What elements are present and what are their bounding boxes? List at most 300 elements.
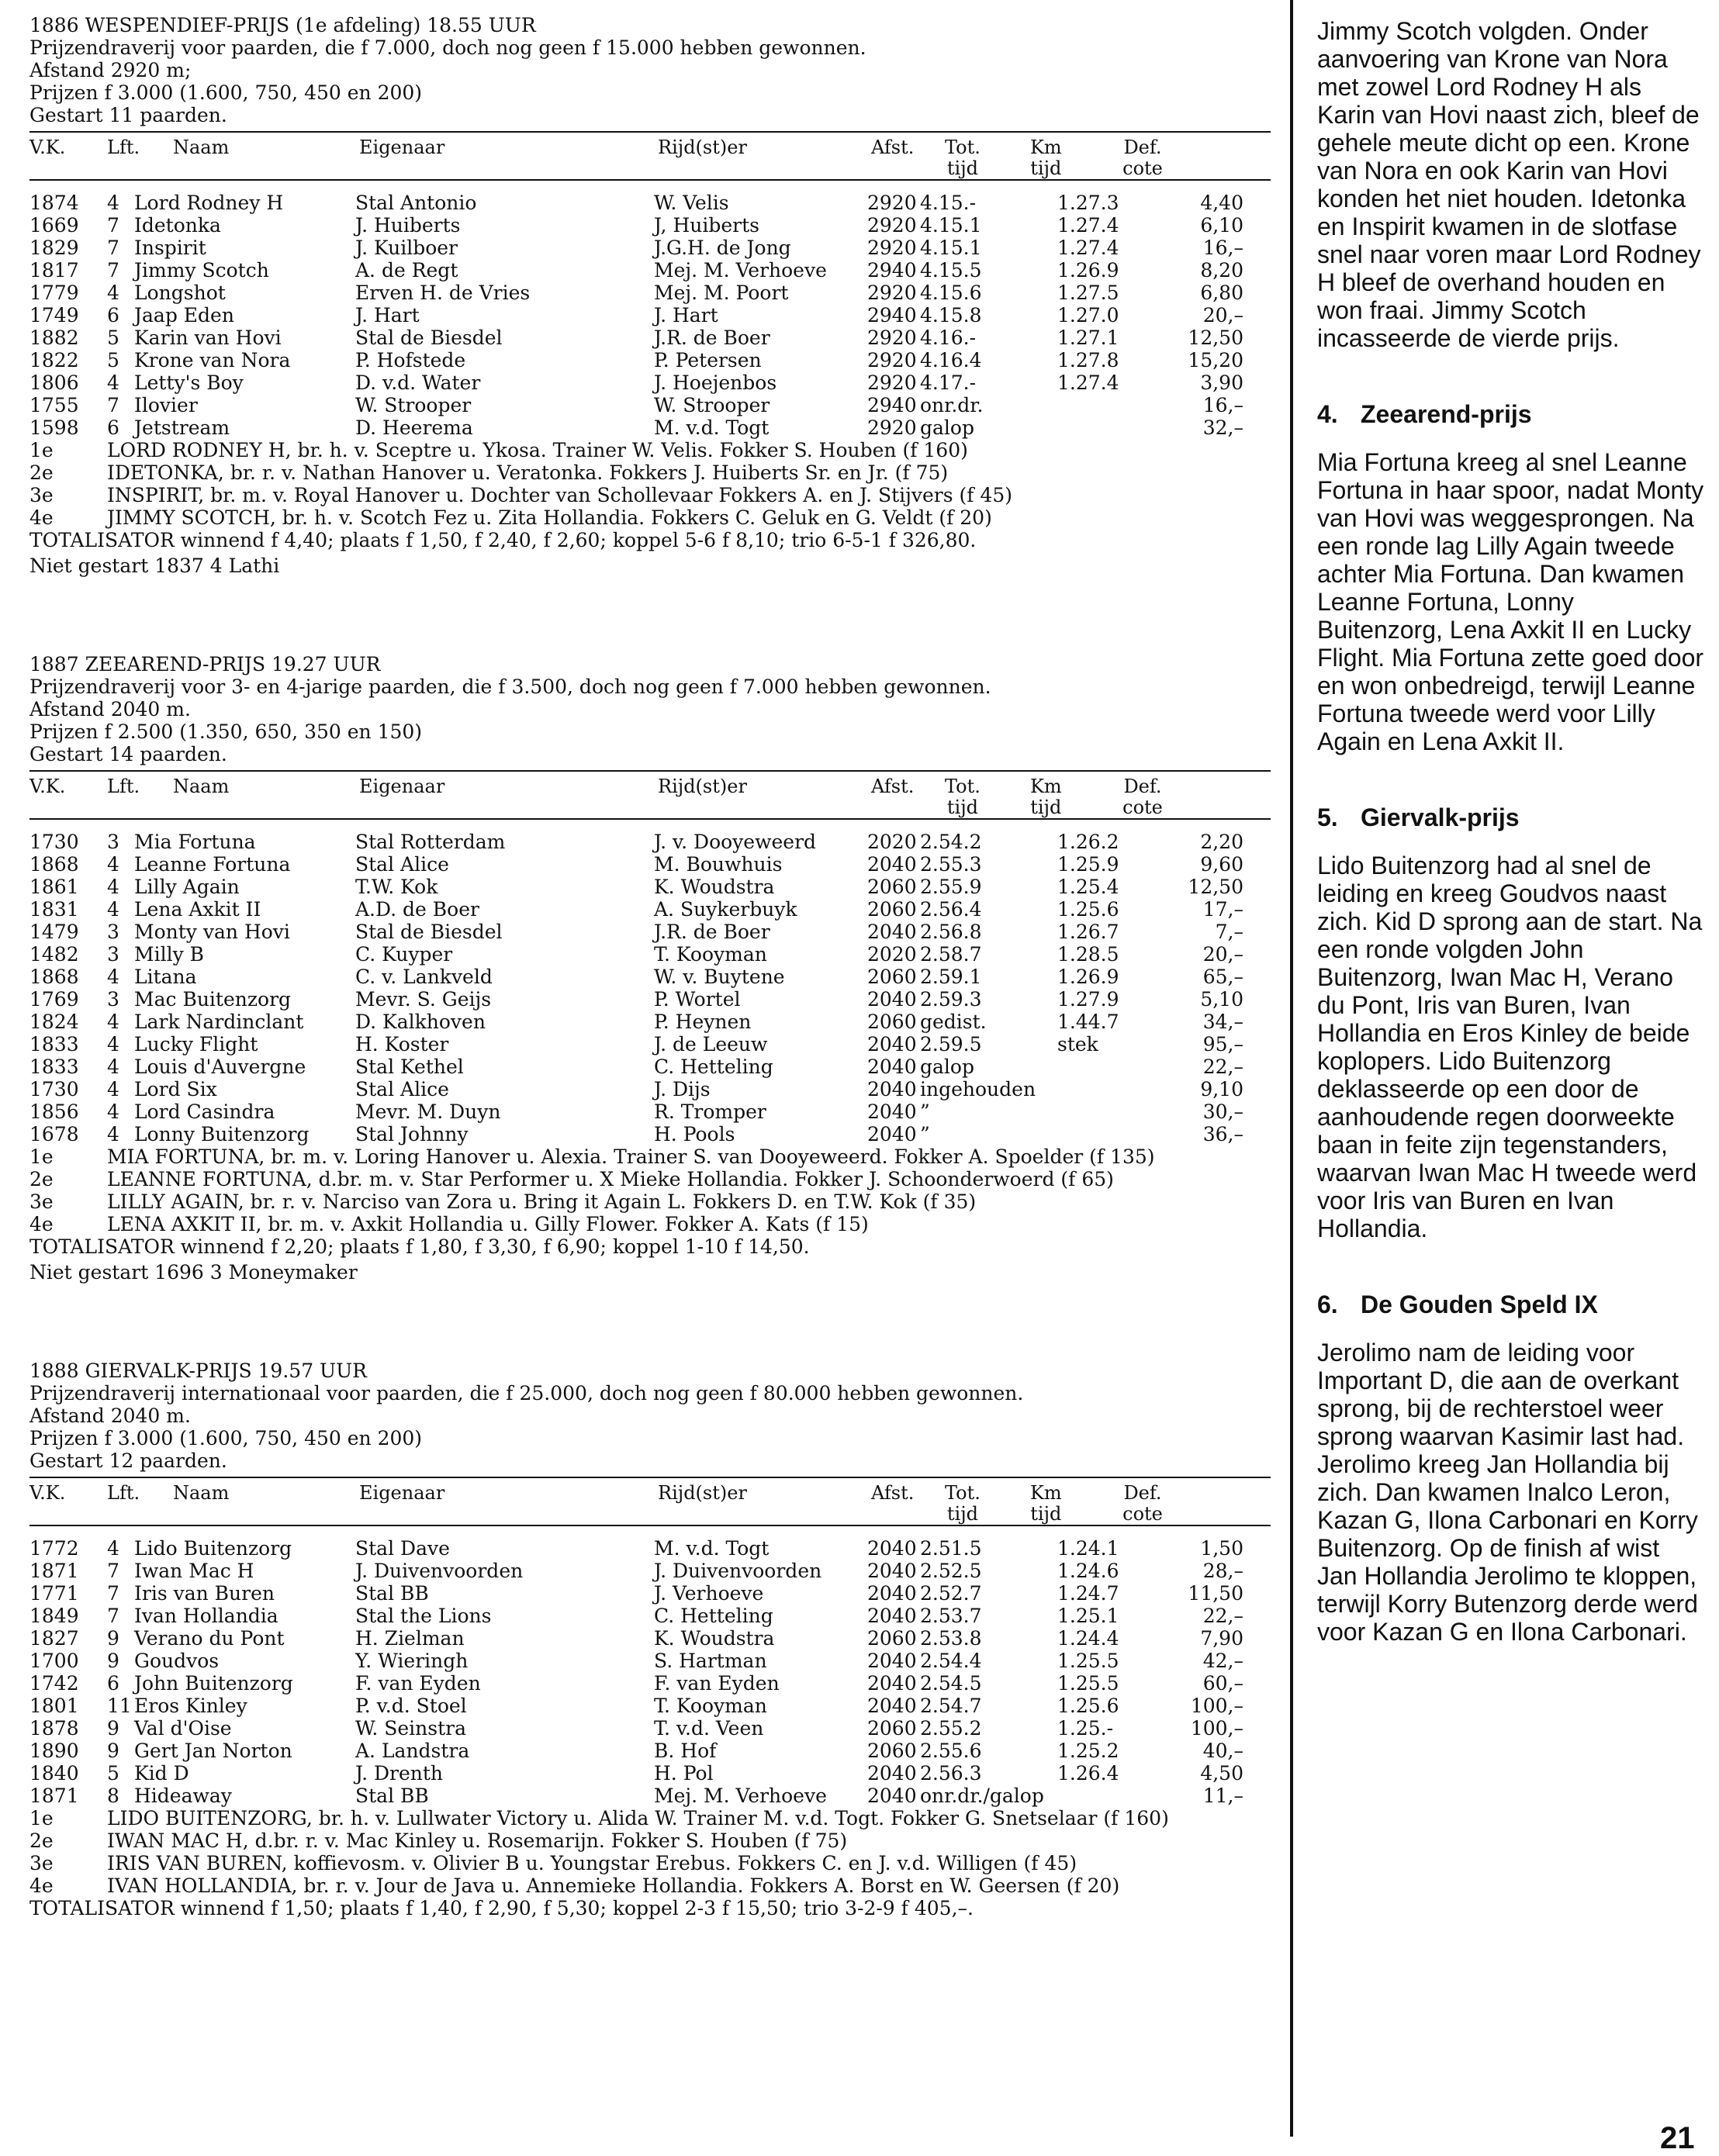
col-eigenaar: Eigenaar [359,1482,445,1504]
cell-naam: Eros Kinley [134,1695,247,1717]
placing-rank: 2e [29,1168,54,1190]
cell-tot-tijd: 2.52.7 [920,1582,982,1605]
cell-afstand: 2040 [867,1695,917,1717]
placings [29,1145,1271,1235]
cell-lft: 7 [107,214,119,237]
niet-gestart: Niet gestart 1696 3 Moneymaker [29,1261,358,1284]
table-row [29,1123,1271,1145]
cell-rijder: J, Huiberts [654,214,759,237]
cell-lft: 11 [107,1695,132,1717]
table-row [29,1582,1271,1605]
placing-rank: 1e [29,1145,54,1168]
placing-description: IRIS VAN BUREN, koffievosm. v. Olivier B u. Youngstar Erebus. Fokkers C. en J. v.d. Willigen (f 45) [107,1852,1077,1874]
cell-lft: 5 [107,349,119,371]
cell-tot-tijd: galop [920,416,974,439]
cell-vk: 1806 [29,371,79,394]
cell-km-tijd: 1.26.7 [1057,921,1119,943]
cell-tot-tijd: 2.52.5 [920,1560,982,1582]
cell-tot-tijd: 4.15.1 [920,214,982,237]
placing-rank: 4e [29,506,54,529]
cell-vk: 1833 [29,1033,79,1056]
cell-lft: 3 [107,831,119,853]
cell-eigenaar: F. van Eyden [355,1672,481,1695]
cell-naam: Milly B [134,943,205,966]
cell-afstand: 2040 [867,1078,917,1100]
cell-tot-tijd: 4.15.- [920,192,977,214]
cell-vk: 1769 [29,988,79,1011]
cell-naam: Ilovier [134,394,198,416]
cell-eigenaar: J. Kuilboer [355,237,458,259]
cell-lft: 4 [107,1537,119,1560]
cell-vk: 1824 [29,1011,79,1033]
cell-def-cote: 22,– [1202,1605,1243,1627]
cell-tot-tijd: 2.53.7 [920,1605,982,1627]
cell-rijder: A. Suykerbuyk [654,898,797,921]
cell-lft: 7 [107,259,119,282]
cell-tot-tijd: 2.59.1 [920,966,982,988]
cell-rijder: J. v. Dooyeweerd [654,831,817,853]
cell-tot-tijd: 2.54.7 [920,1695,982,1717]
cell-km-tijd: 1.26.4 [1057,1762,1119,1785]
cell-def-cote: 2,20 [1200,831,1243,853]
col-eigenaar: Eigenaar [359,136,445,158]
table-row [29,1011,1271,1033]
table-row [29,1650,1271,1672]
col-def-cote: Def. cote [1122,776,1163,818]
cell-def-cote: 30,– [1202,1100,1243,1123]
cell-afstand: 2920 [867,327,917,349]
cell-def-cote: 9,10 [1200,1078,1243,1100]
race-starters: Gestart 12 paarden. [29,1449,227,1472]
cell-tot-tijd: 2.58.7 [920,943,982,966]
cell-tot-tijd: 2.56.4 [920,898,982,921]
race-report [1317,400,1705,755]
cell-rijder: S. Hartman [654,1650,767,1672]
totalisator: TOTALISATOR winnend f 4,40; plaats f 1,50, f 2,40, f 2,60; koppel 5-6 f 8,10; trio 6-5-1 f 326,80. [29,529,977,551]
cell-km-tijd: 1.27.4 [1057,214,1119,237]
cell-km-tijd: 1.27.3 [1057,192,1119,214]
cell-naam: Kid D [134,1762,189,1785]
placing-description: LORD RODNEY H, br. h. v. Sceptre u. Ykosa. Trainer W. Velis. Fokker S. Houben (f 160) [107,439,968,461]
results-table-body [29,831,1271,1145]
cell-rijder: P. Wortel [654,988,741,1011]
cell-naam: Iwan Mac H [134,1560,254,1582]
cell-naam: Jimmy Scotch [134,259,269,282]
table-row [29,898,1271,921]
cell-vk: 1817 [29,259,79,282]
cell-rijder: Mej. M. Poort [654,282,789,304]
placing-entry [29,1168,1271,1190]
cell-vk: 1871 [29,1560,79,1582]
cell-lft: 9 [107,1740,119,1762]
cell-vk: 1742 [29,1672,79,1695]
col-rijder: Rijd(st)er [658,136,747,158]
placing-entry [29,1213,1271,1235]
race-starters: Gestart 11 paarden. [29,104,227,126]
cell-naam: Jaap Eden [134,304,234,327]
race-starters: Gestart 14 paarden. [29,743,227,765]
cell-afstand: 2040 [867,1033,917,1056]
cell-afstand: 2040 [867,1762,917,1785]
cell-vk: 1868 [29,853,79,876]
cell-naam: Verano du Pont [134,1627,285,1650]
cell-def-cote: 65,– [1202,966,1243,988]
cell-lft: 4 [107,898,119,921]
table-row [29,327,1271,349]
cell-lft: 4 [107,966,119,988]
col-afstand: Afst. [871,776,915,797]
col-km-tijd: Km tijd [1030,1482,1062,1525]
cell-afstand: 2040 [867,921,917,943]
cell-eigenaar: Stal Alice [355,853,449,876]
report-title: Giervalk-prijs [1361,803,1520,831]
table-row [29,1740,1271,1762]
table-row [29,831,1271,853]
race-title: 1886 WESPENDIEF-PRIJS (1e afdeling) 18.55 UUR [29,14,536,36]
cell-def-cote: 4,50 [1200,1762,1243,1785]
cell-km-tijd: 1.28.5 [1057,943,1119,966]
cell-def-cote: 22,– [1202,1056,1243,1078]
cell-rijder: T. Kooyman [654,1695,767,1717]
cell-naam: Gert Jan Norton [134,1740,292,1762]
race-report [1317,803,1705,1242]
cell-naam: Lena Axkit II [134,898,261,921]
cell-def-cote: 16,– [1202,394,1243,416]
placing-rank: 3e [29,484,54,506]
col-def-cote: Def. cote [1122,1482,1163,1525]
cell-vk: 1878 [29,1717,79,1740]
cell-rijder: T. Kooyman [654,943,767,966]
cell-eigenaar: Stal de Biesdel [355,921,503,943]
cell-tot-tijd: 2.55.6 [920,1740,982,1762]
table-row [29,1762,1271,1785]
cell-lft: 4 [107,1123,119,1145]
cell-eigenaar: C. v. Lankveld [355,966,493,988]
cell-vk: 1829 [29,237,79,259]
cell-def-cote: 7,90 [1200,1627,1243,1650]
cell-eigenaar: J. Hart [355,304,420,327]
cell-vk: 1779 [29,282,79,304]
placing-description: IWAN MAC H, d.br. r. v. Mac Kinley u. Rosemarijn. Fokker S. Houben (f 75) [107,1829,848,1852]
cell-lft: 7 [107,1605,119,1627]
cell-eigenaar: Stal Alice [355,1078,449,1100]
cell-naam: Lilly Again [134,876,240,898]
race-block [29,14,1271,577]
cell-vk: 1730 [29,1078,79,1100]
cell-def-cote: 11,50 [1188,1582,1243,1605]
cell-def-cote: 3,90 [1200,371,1243,394]
cell-afstand: 2040 [867,988,917,1011]
cell-eigenaar: Stal Rotterdam [355,831,506,853]
cell-naam: Longshot [134,282,226,304]
cell-km-tijd: 1.25.5 [1057,1672,1119,1695]
cell-tot-tijd: 4.16.4 [920,349,982,371]
placing-rank: 1e [29,1807,54,1829]
cell-km-tijd: 1.25.6 [1057,1695,1119,1717]
cell-rijder: H. Pol [654,1762,714,1785]
cell-rijder: W. Velis [654,192,729,214]
cell-lft: 7 [107,237,119,259]
cell-vk: 1868 [29,966,79,988]
cell-eigenaar: H. Koster [355,1033,449,1056]
table-row [29,371,1271,394]
cell-tot-tijd: 2.51.5 [920,1537,982,1560]
cell-afstand: 2920 [867,214,917,237]
cell-km-tijd: 1.24.7 [1057,1582,1119,1605]
cell-afstand: 2940 [867,259,917,282]
cell-lft: 6 [107,416,119,439]
cell-naam: Val d'Oise [134,1717,232,1740]
cell-eigenaar: W. Strooper [355,394,472,416]
cell-afstand: 2040 [867,1056,917,1078]
placing-entry [29,506,1271,529]
cell-afstand: 2920 [867,371,917,394]
cell-tot-tijd: 2.55.2 [920,1717,982,1740]
cell-naam: Litana [134,966,197,988]
cell-rijder: J. Hoejenbos [654,371,777,394]
results-table-body [29,192,1271,439]
cell-vk: 1890 [29,1740,79,1762]
table-row [29,259,1271,282]
cell-tot-tijd: 4.15.6 [920,282,982,304]
cell-def-cote: 6,80 [1200,282,1243,304]
cell-tot-tijd: 4.15.1 [920,237,982,259]
col-vk: V.K. [29,1482,66,1504]
col-lft: Lft. [107,776,140,797]
cell-lft: 6 [107,1672,119,1695]
col-km-tijd: Km tijd [1030,136,1062,179]
race-report [1317,1290,1705,1646]
cell-def-cote: 1,50 [1200,1537,1243,1560]
col-afstand: Afst. [871,1482,915,1504]
table-row [29,1537,1271,1560]
cell-tot-tijd: 2.56.3 [920,1762,982,1785]
cell-tot-tijd: ” [920,1100,930,1123]
cell-eigenaar: D. Heerema [355,416,473,439]
cell-afstand: 2040 [867,1560,917,1582]
cell-naam: Monty van Hovi [134,921,290,943]
race-title: 1887 ZEEAREND-PRIJS 19.27 UUR [29,653,381,675]
cell-vk: 1669 [29,214,79,237]
cell-km-tijd: stek [1057,1033,1098,1056]
cell-afstand: 2040 [867,1650,917,1672]
placing-entry [29,1874,1271,1897]
cell-vk: 1755 [29,394,79,416]
cell-vk: 1772 [29,1537,79,1560]
table-row [29,1078,1271,1100]
totalisator: TOTALISATOR winnend f 2,20; plaats f 1,80, f 3,30, f 6,90; koppel 1-10 f 14,50. [29,1235,810,1258]
cell-naam: Mac Buitenzorg [134,988,292,1011]
report-text: Lido Buitenzorg had al snel de leiding en kreeg Goudvos naast zich. Kid D sprong aan de start. Na een ronde volgden John Buitenzorg, Iwan Mac H, Verano du Pont, Iris van Buren, Ivan Hollandia en Eros Kinley de beide koplopers. Lido Buitenzorg deklasseerde op een door de aanhoudende regen doorweekte baan in feite zijn tegenstanders, waarvan Iwan Mac H tweede werd voor Iris van Buren en Ivan Hollandia. [1317,852,1703,1242]
cell-rijder: Mej. M. Verhoeve [654,1785,827,1807]
race-block [29,1360,1271,1919]
placing-entry [29,1829,1271,1852]
col-naam: Naam [173,776,230,797]
cell-def-cote: 60,– [1202,1672,1243,1695]
placing-description: INSPIRIT, br. m. v. Royal Hanover u. Dochter van Schollevaar Fokkers A. en J. Stijvers (f 45) [107,484,1013,506]
race-title: 1888 GIERVALK-PRIJS 19.57 UUR [29,1360,368,1382]
cell-lft: 4 [107,1033,119,1056]
table-row [29,192,1271,214]
table-row [29,1695,1271,1717]
cell-lft: 4 [107,371,119,394]
placing-description: LENA AXKIT II, br. m. v. Axkit Hollandia u. Gilly Flower. Fokker A. Kats (f 15) [107,1213,869,1235]
cell-tot-tijd: galop [920,1056,974,1078]
results-table-header [29,1477,1271,1526]
cell-naam: Letty's Boy [134,371,244,394]
cell-eigenaar: H. Zielman [355,1627,465,1650]
cell-eigenaar: Stal BB [355,1582,429,1605]
cell-eigenaar: Mevr. M. Duyn [355,1100,501,1123]
race-conditions: Prijzendraverij voor 3- en 4-jarige paarden, die f 3.500, doch nog geen f 7.000 hebben gewonnen. [29,675,991,698]
table-row [29,1056,1271,1078]
cell-rijder: P. Petersen [654,349,762,371]
cell-vk: 1749 [29,304,79,327]
cell-rijder: J. Dijs [654,1078,711,1100]
cell-tot-tijd: onr.dr./galop [920,1785,1044,1807]
cell-tot-tijd: gedist. [920,1011,987,1033]
cell-tot-tijd: ” [920,1123,930,1145]
cell-tot-tijd: ingehouden [920,1078,1036,1100]
cell-rijder: J. Verhoeve [654,1582,764,1605]
cell-km-tijd: 1.25.9 [1057,853,1119,876]
cell-eigenaar: P. v.d. Stoel [355,1695,467,1717]
cell-km-tijd: 1.24.1 [1057,1537,1119,1560]
cell-afstand: 2920 [867,282,917,304]
placings [29,439,1271,529]
cell-tot-tijd: 2.55.3 [920,853,982,876]
race-results-column [29,14,1271,1995]
cell-km-tijd: 1.25.5 [1057,1650,1119,1672]
cell-afstand: 2920 [867,192,917,214]
cell-eigenaar: D. v.d. Water [355,371,481,394]
cell-rijder: T. v.d. Veen [654,1717,764,1740]
cell-afstand: 2920 [867,416,917,439]
cell-km-tijd: 1.25.2 [1057,1740,1119,1762]
cell-km-tijd: 1.26.2 [1057,831,1119,853]
report-title: Zeearend-prijs [1361,400,1532,428]
cell-def-cote: 5,10 [1200,988,1243,1011]
cell-naam: Ivan Hollandia [134,1605,278,1627]
table-row [29,853,1271,876]
cell-afstand: 2060 [867,1627,917,1650]
race-distance: Afstand 2040 m. [29,1405,191,1427]
cell-vk: 1801 [29,1695,79,1717]
placing-description: MIA FORTUNA, br. m. v. Loring Hanover u. Alexia. Trainer S. van Dooyeweerd. Fokker A. Spoelder (f 135) [107,1145,1155,1168]
placing-description: LEANNE FORTUNA, d.br. m. v. Star Performer u. X Mieke Hollandia. Fokker J. Schoonderwoerd (f 65) [107,1168,1114,1190]
report-heading [1317,400,1705,428]
cell-rijder: J. Hart [654,304,718,327]
cell-naam: John Buitenzorg [134,1672,293,1695]
cell-eigenaar: P. Hofstede [355,349,466,371]
cell-naam: Karin van Hovi [134,327,282,349]
cell-def-cote: 6,10 [1200,214,1243,237]
cell-naam: Inspirit [134,237,206,259]
cell-naam: Mia Fortuna [134,831,256,853]
cell-lft: 4 [107,1011,119,1033]
cell-km-tijd: 1.27.5 [1057,282,1119,304]
table-row [29,1560,1271,1582]
cell-vk: 1678 [29,1123,79,1145]
race-reports-column [1317,17,1705,1694]
placings [29,1807,1271,1897]
table-row [29,282,1271,304]
cell-eigenaar: Erven H. de Vries [355,282,531,304]
placing-entry [29,484,1271,506]
cell-km-tijd: 1.27.8 [1057,349,1119,371]
report-heading [1317,803,1705,831]
col-rijder: Rijd(st)er [658,1482,747,1504]
cell-km-tijd: 1.25.- [1057,1717,1114,1740]
cell-def-cote: 7,– [1215,921,1243,943]
cell-rijder: W. Strooper [654,394,770,416]
cell-rijder: J.G.H. de Jong [654,237,791,259]
results-table-body [29,1537,1271,1807]
cell-lft: 4 [107,1056,119,1078]
cell-vk: 1482 [29,943,79,966]
cell-lft: 4 [107,876,119,898]
cell-def-cote: 12,50 [1188,327,1243,349]
cell-km-tijd: 1.44.7 [1057,1011,1119,1033]
table-row [29,304,1271,327]
cell-naam: Louis d'Auvergne [134,1056,306,1078]
table-row [29,214,1271,237]
cell-afstand: 2040 [867,1582,917,1605]
cell-def-cote: 100,– [1190,1695,1243,1717]
cell-lft: 7 [107,1582,119,1605]
cell-lft: 4 [107,1100,119,1123]
cell-afstand: 2920 [867,237,917,259]
cell-def-cote: 12,50 [1188,876,1243,898]
placing-rank: 3e [29,1190,54,1213]
cell-rijder: B. Hof [654,1740,717,1762]
race-prizes: Prijzen f 2.500 (1.350, 650, 350 en 150) [29,720,423,743]
col-naam: Naam [173,1482,230,1504]
placing-description: LILLY AGAIN, br. r. v. Narciso van Zora u. Bring it Again L. Fokkers D. en T.W. Kok (f 35) [107,1190,977,1213]
table-row [29,943,1271,966]
placing-description: LIDO BUITENZORG, br. h. v. Lullwater Victory u. Alida W. Trainer M. v.d. Togt. Fokker G. Snetselaar (f 160) [107,1807,1169,1829]
col-rijder: Rijd(st)er [658,776,747,797]
cell-rijder: J. de Leeuw [654,1033,768,1056]
cell-eigenaar: J. Drenth [355,1762,444,1785]
cell-vk: 1840 [29,1762,79,1785]
cell-afstand: 2060 [867,876,917,898]
cell-naam: Iris van Buren [134,1582,275,1605]
cell-lft: 3 [107,943,119,966]
cell-rijder: M. Bouwhuis [654,853,783,876]
cell-lft: 8 [107,1785,119,1807]
cell-rijder: J.R. de Boer [654,921,770,943]
col-tot-tijd: Tot. tijd [945,1482,981,1525]
cell-vk: 1831 [29,898,79,921]
cell-afstand: 2040 [867,1100,917,1123]
page-number: 21 [1660,2121,1695,2155]
col-tot-tijd: Tot. tijd [945,136,981,179]
cell-naam: Krone van Nora [134,349,291,371]
col-afstand: Afst. [871,136,915,158]
race-block [29,653,1271,1284]
col-lft: Lft. [107,1482,140,1504]
col-vk: V.K. [29,776,66,797]
cell-naam: Lonny Buitenzorg [134,1123,310,1145]
cell-rijder: F. van Eyden [654,1672,780,1695]
placing-entry [29,439,1271,461]
cell-vk: 1827 [29,1627,79,1650]
cell-afstand: 2940 [867,394,917,416]
table-row [29,1785,1271,1807]
cell-afstand: 2920 [867,349,917,371]
race-prizes: Prijzen f 3.000 (1.600, 750, 450 en 200) [29,81,423,104]
